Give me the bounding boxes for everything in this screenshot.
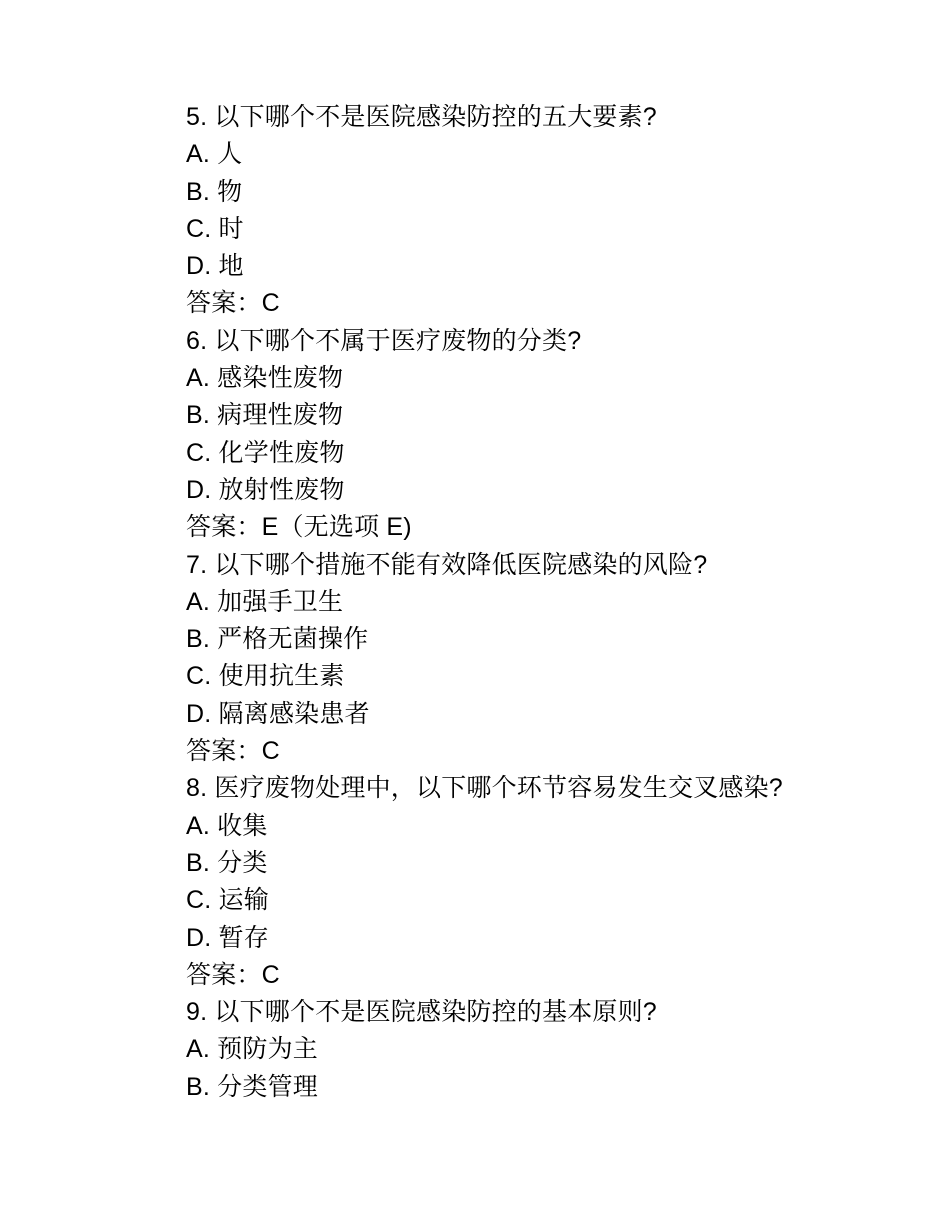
option-line: D. 暂存 [186,923,269,952]
answer-line: 答案：C [186,289,280,318]
option-line: A. 加强手卫生 [186,587,344,616]
option-line: B. 严格无菌操作 [186,625,369,654]
option-line: A. 感染性废物 [186,364,344,393]
question-text: 6. 以下哪个不属于医疗废物的分类? [186,326,582,355]
option-line: D. 隔离感染患者 [186,699,370,728]
option-line: C. 运输 [186,886,269,915]
answer-line: 答案：E（无选项 E) [186,513,412,542]
answer-line: 答案：C [186,737,280,766]
option-line: C. 使用抗生素 [186,662,345,691]
option-line: B. 病理性废物 [186,401,344,430]
option-line: A. 收集 [186,811,268,840]
question-text: 9. 以下哪个不是医院感染防控的基本原则? [186,998,657,1027]
option-line: D. 地 [186,252,244,281]
question-text: 8. 医疗废物处理中，以下哪个环节容易发生交叉感染? [186,774,783,803]
question-text: 5. 以下哪个不是医院感染防控的五大要素? [186,103,657,131]
option-line: B. 物 [186,177,243,206]
option-line: A. 预防为主 [186,1035,318,1064]
option-line: D. 放射性废物 [186,475,345,504]
option-line: A. 人 [186,140,243,169]
answer-line: 答案：C [186,960,280,989]
option-line: C. 化学性废物 [186,438,345,467]
option-line: B. 分类 [186,848,268,877]
option-line: B. 分类管理 [186,1072,318,1101]
option-line: C. 时 [186,214,244,243]
question-text: 7. 以下哪个措施不能有效降低医院感染的风险? [186,550,708,579]
